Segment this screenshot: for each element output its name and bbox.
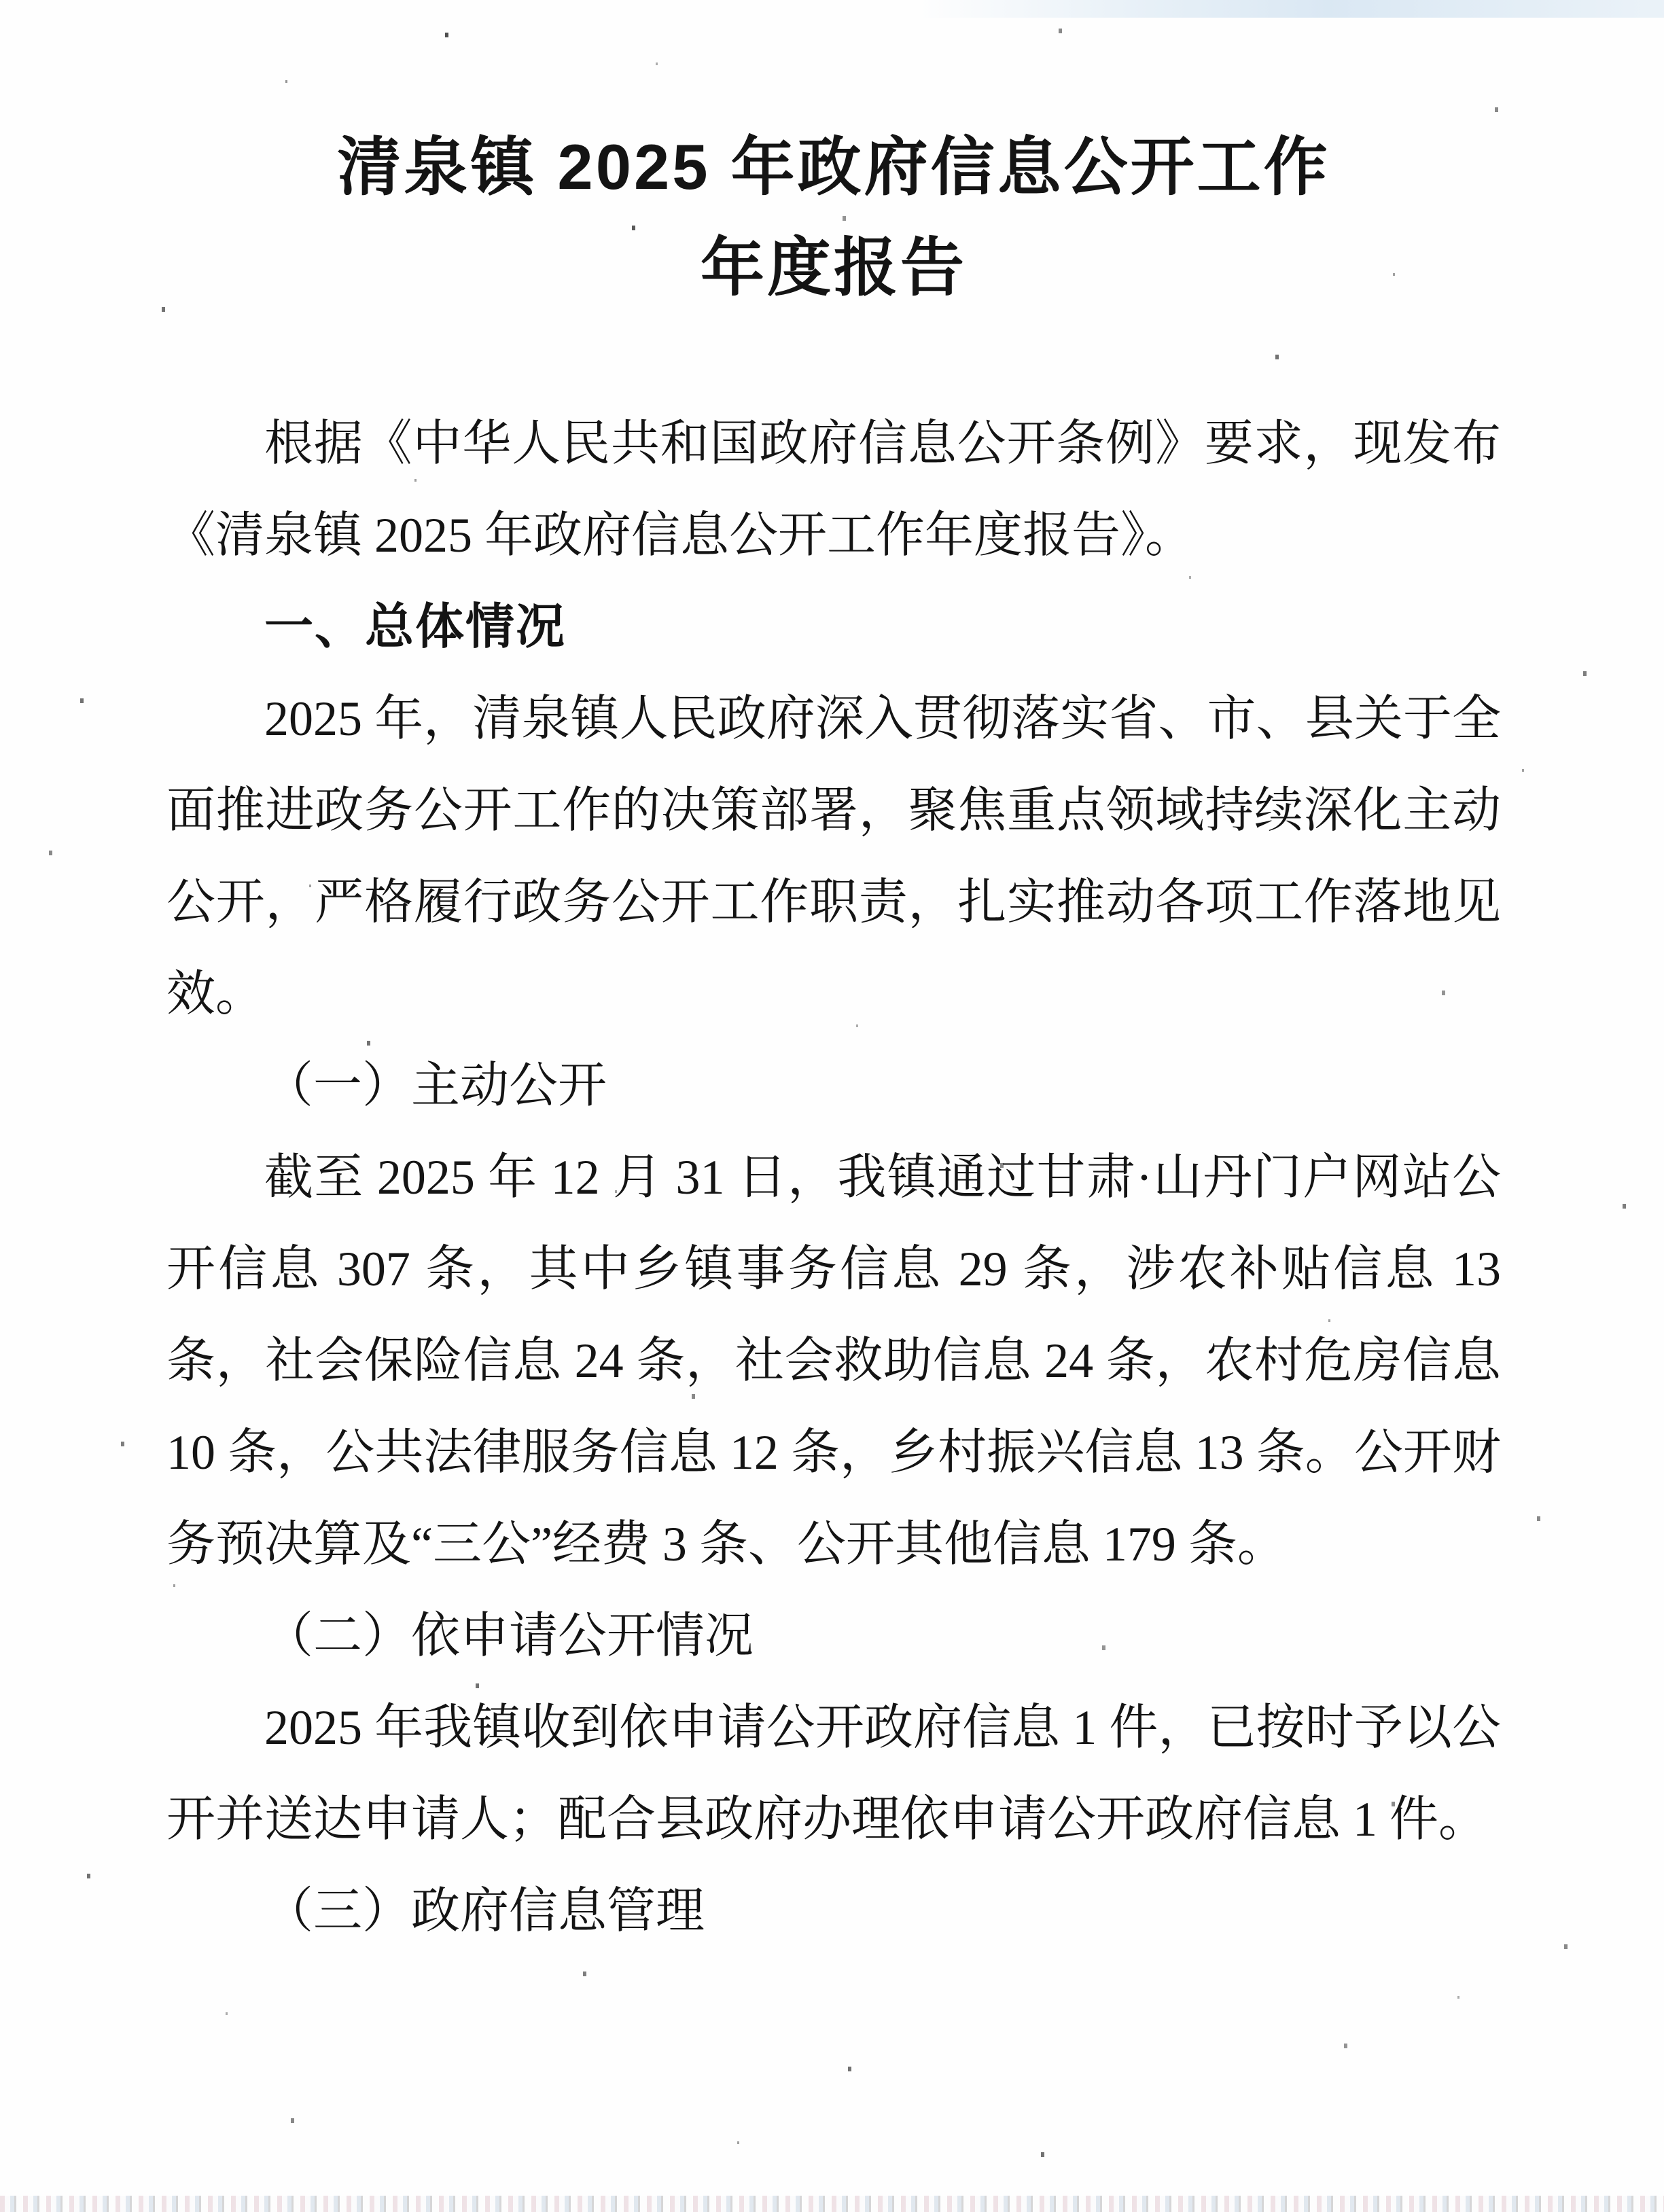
document-title [166,117,1501,318]
paragraph-proactive-disclosure: 截至 2025 年 12 月 31 日，我镇通过甘肃·山丹门户网站公开信息 307 条，其中乡镇事务信息 29 条，涉农补贴信息 13 条，社会保险信息 24 条，社会救助信息 24 条，农村危房信息 10 条，公共法律服务信息 12 条，乡村振兴信息 13 条。公开财务预决算及“三公”经费 3 条、公开其他信息 179 条。 [166,1150,1501,1571]
paragraph-intro: 根据《中华人民共和国政府信息公开条例》要求，现发布《清泉镇 2025 年政府信息公开工作年度报告》。 [166,416,1501,563]
title-line-2: 年度报告 [700,232,967,303]
title-line-1: 清泉镇 2025 年政府信息公开工作 [337,131,1330,202]
paragraph-overall-situation: 2025 年，清泉镇人民政府深入贯彻落实省、市、县关于全面推进政务公开工作的决策部署，聚焦重点领域持续深化主动公开，严格履行政务公开工作职责，扎实推动各项工作落地见效。 [166,692,1501,1021]
document-body [166,398,1501,1957]
scan-edge-noise [0,2196,1664,2212]
heading-disclosure-upon-request: （二）依申请公开情况 [264,1609,754,1663]
heading-section-overall: 一、总体情况 [264,600,567,654]
heading-proactive-disclosure: （一）主动公开 [264,1058,607,1113]
heading-information-management: （三）政府信息管理 [264,1884,705,1938]
paragraph-disclosure-upon-request: 2025 年我镇收到依申请公开政府信息 1 件，已按时予以公开并送达申请人；配合县政府办理依申请公开政府信息 1 件。 [166,1700,1501,1847]
